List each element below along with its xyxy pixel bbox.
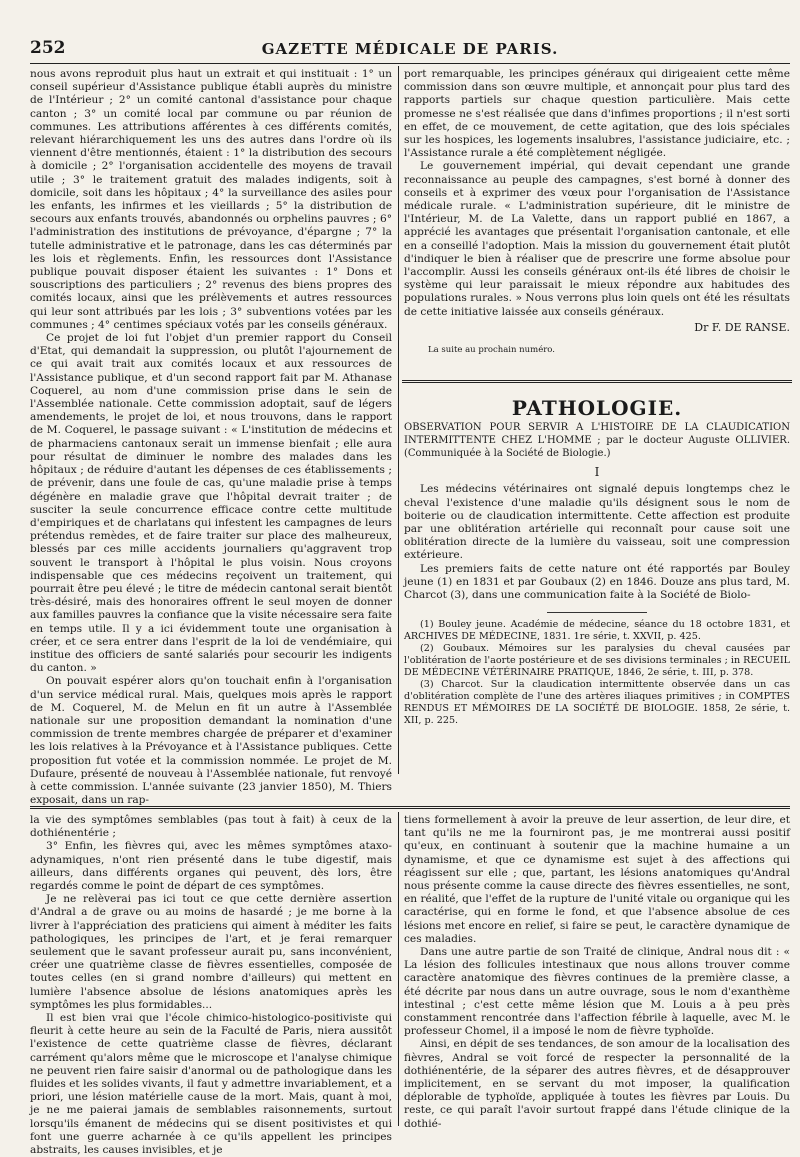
paragraph: Les médecins vétérinaires ont signalé depuis longtemps chez le cheval l'existence d'une maladie qu'ils désignent sous le nom de boiterie ou de claudication intermittente. Cette affection est produite par une oblitération artérielle qui reconnaît pour cause soit une oblitération directe de la lumière du vaisseau, soit une compression extérieure.	[404, 483, 790, 562]
paragraph: Je ne relèverai pas ici tout ce que cette dernière assertion d'Andral a de grave ou au moins de hasardé ; je me borne à la livrer à l'appréciation des praticiens qui aiment à méditer les faits pathologiques, les principes de l'art, et je ferai remarquer seulement que le savant professeur aurait pu, sans inconvénient, créer une quatrième classe de fièvres essentielles, composée de toutes celles (en si grand nombre d'ailleurs) qui mettent en lumière l'absence absolue de lésions anatomiques après les symptômes les plus formidables...	[30, 893, 392, 1011]
continued-note: La suite au prochain numéro.	[428, 345, 555, 356]
top-right-column	[404, 68, 790, 368]
paragraph: On pouvait espérer alors qu'on touchait enfin à l'organisation d'un service médical rural. Mais, quelques mois après le rapport de M. Coquerel, M. de Melun en fit un autre à l'Assemblée nationale sur une proposition demandant la nomination d'une commission de trente membres chargée de préparer et d'examiner les lois relatives à la Prévoyance et à l'Assistance publiques. Cette proposition fut votée et la commission nommée. Le projet de M. Dufaure, présenté de nouveau à l'Assemblée nationale, fut renvoyé à cette commission. L'année suivante (23 janvier 1850), M. Thiers exposait, dans un rap-	[30, 675, 392, 807]
header-rule	[30, 63, 790, 64]
footnote: (2) Goubaux. Mémoires sur les paralysies du cheval causées par l'oblitération de l'aorte postérieure et de ses divisions terminales ; in RECUEIL DE MÉDECINE VÉTÉRINAIRE PRATIQUE, 1846, 2e série, t. III, p. 378.	[404, 643, 790, 679]
paragraph: la vie des symptômes semblables (pas tout à fait) à ceux de la dothiénentérie ;	[30, 814, 392, 840]
section-number: I	[594, 465, 600, 480]
footnote-rule	[547, 612, 647, 613]
section-heading: PATHOLOGIE.	[511, 396, 683, 420]
paragraph: nous avons reproduit plus haut un extrait et qui instituait : 1° un conseil supérieur d'Assistance publique établi auprès du ministre de l'Intérieur ; 2° un comité cantonal d'assistance pour chaque canton ; 3° un comité local par commune ou par réunion de communes. Les attributions afférentes à ces différents comités, relevant hiérarchiquement les uns des autres dans l'ordre où ils viennent d'être mentionnés, étaient : 1° la distribution des secours à domicile ; 2° l'organisation accidentelle des moyens de travail utile ; 3° le traitement gratuit des malades indigents, soit à domicile, soit dans les hôpitaux ; 4° la surveillance des asiles pour les enfants, les infirmes et les vieillards ; 5° la distribution de secours aux enfants trouvés, abandonnés ou orphelins pauvres ; 6° l'administration des institutions de prévoyance, d'épargne ; 7° la tutelle administrative et le patronage, dans les cas déterminés par les lois et règlements. Enfin, les ressources dont l'Assistance publique pouvait disposer étaient les suivantes : 1° Dons et souscriptions des particuliers ; 2° revenus des biens propres des comités locaux, ainsi que les prélèvements et autres ressources qui leur sont attribués par les lois ; 3° subventions votées par les communes ; 4° centimes spéciaux votés par les conseils généraux.	[30, 68, 392, 331]
bottom-right-column	[404, 814, 790, 1130]
section-divider	[402, 380, 792, 397]
top-left-column	[30, 68, 392, 807]
footnote: (1) Bouley jeune. Académie de médecine, séance du 18 octobre 1831, et ARCHIVES DE MÉDECINE, 1831. 1re série, t. XXVII, p. 425.	[404, 619, 790, 643]
paragraph: 3° Enfin, les fièvres qui, avec les mêmes symptômes ataxo-adynamiques, n'ont rien présenté dans le tube digestif, mais ailleurs, dans différents organes qui peuvent, dès lors, être regardés comme le point de départ de ces symptômes.	[30, 840, 392, 893]
article-title: OBSERVATION POUR SERVIR A L'HISTOIRE DE LA CLAUDICATION INTERMITTENTE CHEZ L'HOMME ; par le docteur Auguste OLLIVIER. (Communiquée à la Société de Biologie.)	[404, 422, 790, 460]
feuilleton-rule	[30, 806, 790, 809]
column-divider	[398, 66, 399, 774]
paragraph: Les premiers faits de cette nature ont été rapportés par Bouley jeune (1) en 1831 et par Goubaux (2) en 1846. Douze ans plus tard, M. Charcot (3), dans une communication faite à la Société de Biolo-	[404, 562, 790, 602]
paragraph: Ce projet de loi fut l'objet d'un premier rapport du Conseil d'Etat, qui demandait la suppression, ou plutôt l'ajournement de ce qui avait trait aux comités locaux et aux ressources de l'Assistance publique, et d'un second rapport fait par M. Athanase Coquerel, au nom d'une commission prise dans le sein de l'Assemblée nationale. Cette commission adoptait, sauf de légers amendements, le projet de loi, et nous trouvons, dans le rapport de M. Coquerel, le passage suivant : « L'institution de médecins et de pharmaciens cantonaux serait un immense bienfait ; elle aura pour résultat de diminuer le nombre des malades dans les hôpitaux ; de réduire d'autant les dépenses de ces établissements ; de prévenir, dans une foule de cas, qu'une maladie prise à temps dégénère en maladie grave que l'hôpital devrait traiter ; de susciter la seule concurrence efficace contre cette multitude d'empiriques et de charlatans qui infestent les campagnes de leurs prétendus remèdes, et de faire traiter sur place des malheureux, blessés par ces mille accidents journaliers qu'aggravent trop souvent le transport à l'hôpital le plus voisin. Nous croyons indispensable que ces médecins reçoivent un traitement, qui pourrait être peu élevé ; le titre de médecin cantonal serait bientôt très-désiré, mais des honoraires offrent le seul moyen de donner aux familles pauvres la confiance que la visite nécessaire sera faite en temps utile. Il y a ici évidemment toute une organisation à créer, et ce sera entrer dans l'esprit de la loi de vendémiaire, qui institue des officiers de santé salariés pour secourir les indigents du canton. »	[30, 332, 392, 675]
paragraph: Le gouvernement impérial, qui devait cependant une grande reconnaissance au peuple des campagnes, s'est borné à donner des conseils et à exprimer des vœux pour l'organisation de l'Assistance médicale rurale. « L'administration supérieure, dit le ministre de l'Intérieur, M. de La Valette, dans un rapport publié en 1867, a apprécié les avantages que présentait l'organisation cantonale, et elle en a conseillé l'adoption. Mais la mission du gouvernement était plutôt d'indiquer le bien à réaliser que de prescrire une forme absolue pour l'accomplir. Aussi les conseils généraux ont-ils été libres de choisir le système qui leur paraissait le mieux répondre aux habitudes des populations rurales. » Nous verrons plus loin quels ont été les résultats de cette initiative laissée aux conseils généraux.	[404, 160, 790, 318]
author-signature: Dr F. DE RANSE.	[694, 320, 790, 334]
paragraph: Dans une autre partie de son Traité de clinique, Andral nous dit : « La lésion des follicules intestinaux que nous allons trouver comme caractère anatomique des fièvres continues de la première classe, a été décrite par nous dans un autre ouvrage, sous le nom d'exanthème intestinal ; c'est cette même lésion que M. Louis a à peu près constamment rencontrée dans l'affection fébrile à laquelle, avec M. le professeur Chomel, il a imposé le nom de fièvre typhoïde.	[404, 946, 790, 1038]
journal-title: GAZETTE MÉDICALE DE PARIS.	[261, 40, 559, 58]
paragraph: port remarquable, les principes généraux qui dirigeaient cette même commission dans son œuvre multiple, et annonçait pour plus tard des rapports partiels sur chaque question particulière. Mais cette promesse ne s'est réalisée que dans d'infimes proportions ; il n'est sorti en effet, de ce mouvement, de cette agitation, que des lois spéciales sur les hospices, les logements insalubres, l'assistance judiciaire, etc. ; l'Assistance rurale a été complètement négligée.	[404, 68, 790, 160]
column-divider	[398, 812, 399, 1126]
page-header	[30, 38, 790, 62]
paragraph: Ainsi, en dépit de ses tendances, de son amour de la localisation des fièvres, Andral se voit forcé de respecter la personnalité de la dothiénentérie, de la séparer des autres fièvres, et de désapprouver implicitement, en se servant du mot imposer, la qualification déplorable de typhoïde, appliquée à toutes les fièvres par Louis. Du reste, ce qui paraît l'avoir surtout frappé dans l'étude clinique de la dothié-	[404, 1038, 790, 1130]
page-number: 252	[30, 38, 66, 58]
pathology-article	[404, 396, 790, 774]
footnote: (3) Charcot. Sur la claudication intermittente observée dans un cas d'oblitération complète de l'une des artères iliaques primitives ; in COMPTES RENDUS ET MÉMOIRES DE LA SOCIÉTÉ DE BIOLOGIE. 1858, 2e série, t. XII, p. 225.	[404, 679, 790, 727]
bottom-left-column	[30, 814, 392, 1157]
paragraph: tiens formellement à avoir la preuve de leur assertion, de leur dire, et tant qu'ils ne me la fourniront pas, je me montrerai aussi positif qu'eux, en continuant à soutenir que la machine humaine a un dynamisme, et que ce dynamisme est sujet à des affections qui réagissent sur elle ; que, partant, les lésions anatomiques qu'Andral nous présente comme la cause directe des fièvres essentielles, ne sont, en réalité, que l'effet de la rupture de l'unité vitale ou organique qui les caractérise, qui en forme le fond, et que l'absence absolue de ces lésions met encore en relief, si faire se peut, le caractère dynamique de ces maladies.	[404, 814, 790, 945]
paragraph: Il est bien vrai que l'école chimico-histologico-positiviste qui fleurit à cette heure au sein de la Faculté de Paris, niera aussitôt l'existence de cette quatrième classe de fièvres, déclarant carrément qu'alors même que le microscope et l'analyse chimique ne peuvent rien faire saisir d'anormal ou de pathologique dans les fluides et les solides vivants, il faut y admettre invariablement, et a priori, une lésion matérielle cause de la mort. Mais, quant à moi, je ne me paierai jamais de semblables raisonnements, surtout lorsqu'ils émanent de médecins qui se disent positivistes et qui font une guerre acharnée à ce qu'ils appellent les principes abstraits, les causes invisibles, et je	[30, 1012, 392, 1157]
